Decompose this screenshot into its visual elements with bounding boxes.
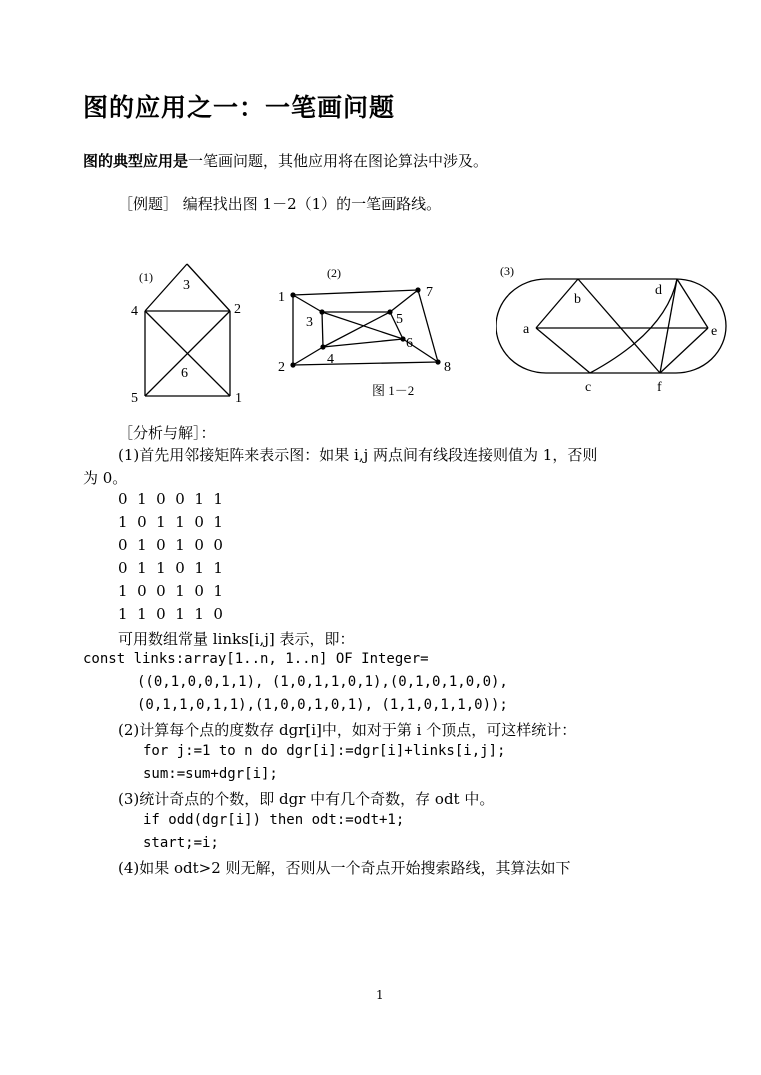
- node-label: 1: [278, 290, 286, 305]
- matrix-row: 0 1 1 0 1 1: [118, 559, 223, 577]
- figure-1: [115, 240, 255, 413]
- node-label: 2: [278, 360, 286, 375]
- intro-paragraph: [83, 150, 488, 171]
- intro-bold: 图的典型应用是: [83, 152, 189, 170]
- node-label: 8: [444, 360, 452, 375]
- node-label: c: [585, 380, 592, 395]
- figure-2: [262, 240, 462, 408]
- fig2-label: (2): [327, 266, 342, 280]
- node-label: 3: [183, 278, 191, 293]
- analysis-heading: ［分析与解］：: [118, 424, 216, 442]
- page-number: 1: [376, 988, 384, 1002]
- intro-rest: 一笔画问题，其他应用将在图论算法中涉及。: [188, 152, 489, 170]
- node-label: 1: [235, 391, 243, 406]
- matrix-row: 1 0 1 1 0 1: [118, 513, 223, 531]
- node-label: 3: [306, 315, 314, 330]
- matrix-row: 0 1 0 0 1 1: [118, 490, 223, 508]
- node-label: 6: [181, 366, 189, 381]
- step1-line1: (1)首先用邻接矩阵来表示图：如果 i,j 两点间有线段连接则值为 1，否则: [118, 446, 598, 464]
- const-intro: 可用数组常量 links[i,j] 表示，即：: [118, 630, 355, 648]
- node-label: e: [711, 324, 718, 339]
- matrix-row: 0 1 0 1 0 0: [118, 536, 223, 554]
- code-line: const links:array[1..n, 1..n] OF Integer=: [83, 651, 429, 667]
- fig1-label: (1): [139, 270, 154, 284]
- step3-text: (3)统计奇点的个数，即 dgr 中有几个奇数，存 odt 中。: [118, 790, 495, 808]
- step4-text: (4)如果 odt>2 则无解，否则从一个奇点开始搜索路线，其算法如下: [118, 859, 571, 877]
- matrix-row: 1 1 0 1 1 0: [118, 605, 223, 623]
- code-line: if odd(dgr[i]) then odt:=odt+1;: [143, 812, 405, 828]
- node-label: 4: [327, 352, 335, 367]
- figure-3: [486, 238, 746, 401]
- node-label: 7: [426, 285, 434, 300]
- node-label: 5: [131, 391, 139, 406]
- node-label: d: [655, 283, 663, 298]
- node-label: 2: [234, 302, 242, 317]
- page-title: 图的应用之一：一笔画问题: [83, 93, 396, 122]
- step1-line2: 为 0。: [83, 469, 128, 487]
- code-line: sum:=sum+dgr[i];: [143, 766, 278, 782]
- code-line: start;=i;: [143, 835, 219, 851]
- node-label: b: [574, 292, 582, 307]
- node-label: 4: [131, 304, 139, 319]
- step2-text: (2)计算每个点的度数存 dgr[i]中，如对于第 i 个顶点，可这样统计：: [118, 721, 577, 739]
- node-label: a: [523, 322, 530, 337]
- figure-caption: 图 1－2: [372, 383, 415, 398]
- code-line: (0,1,1,0,1,1),(1,0,0,1,0,1), (1,1,0,1,1,0));: [137, 697, 508, 713]
- code-line: for j:=1 to n do dgr[i]:=dgr[i]+links[i,j];: [143, 743, 506, 759]
- example-statement: ［例题］ 编程找出图 1－2（1）的一笔画路线。: [118, 195, 442, 213]
- node-label: 6: [406, 336, 414, 351]
- fig3-label: (3): [500, 264, 515, 278]
- code-line: ((0,1,0,0,1,1), (1,0,1,1,0,1),(0,1,0,1,0,0),: [137, 674, 508, 690]
- matrix-row: 1 0 0 1 0 1: [118, 582, 223, 600]
- node-label: 5: [396, 312, 404, 327]
- node-label: f: [657, 380, 662, 395]
